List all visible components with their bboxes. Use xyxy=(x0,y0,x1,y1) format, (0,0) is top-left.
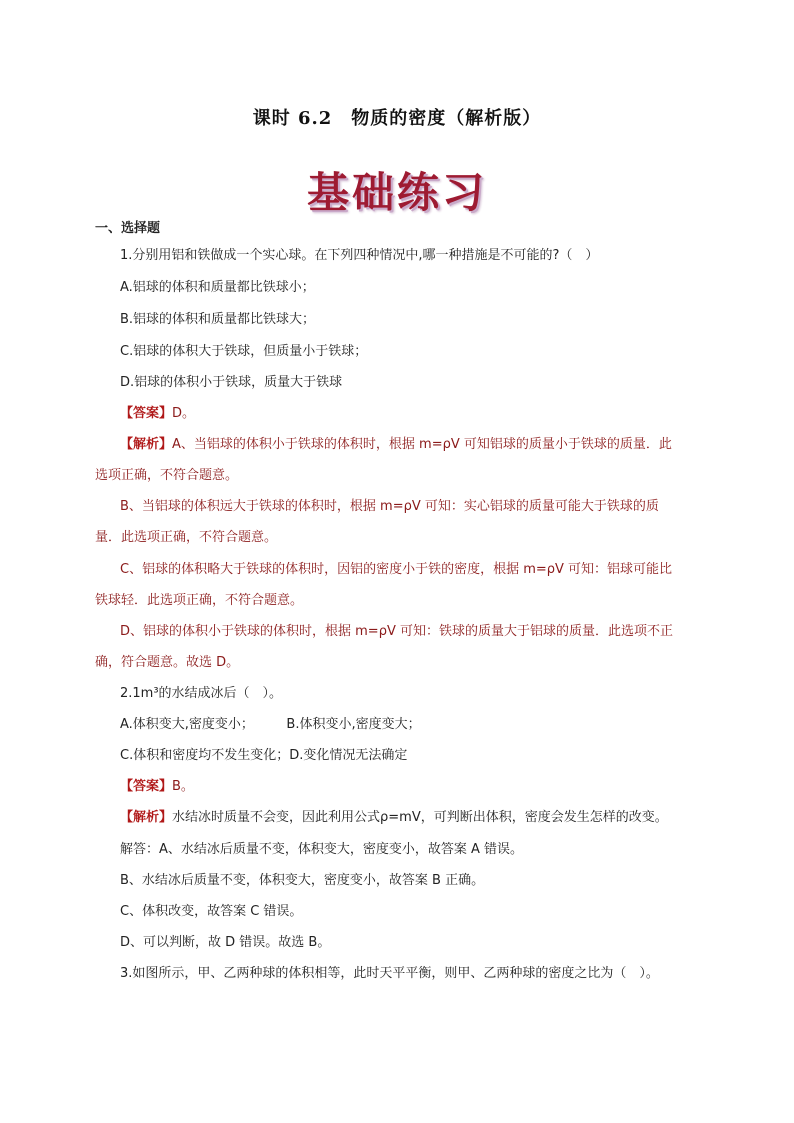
answer-tag: 【答案】 xyxy=(120,779,173,794)
q2-solution-3: C、体积改变，故答案 C 错误。 xyxy=(120,904,303,919)
answer-tag: 【答案】 xyxy=(120,406,173,421)
answer-value: D。 xyxy=(172,406,196,421)
q2-solution-1: 解答：A、水结冰后质量不变，体积变大，密度变小，故答案 A 错误。 xyxy=(120,842,524,857)
basic-practice-banner: 基础练习 xyxy=(306,168,487,217)
analysis-tag: 【解析】 xyxy=(120,810,173,825)
q2-options-cd: C.体积和密度均不发生变化；D.变化情况无法确定 xyxy=(120,748,408,763)
q1-option-c: C.铝球的体积大于铁球，但质量小于铁球； xyxy=(120,344,368,359)
analysis-tag: 【解析】 xyxy=(120,437,173,452)
q2-analysis xyxy=(120,809,668,827)
q1-analysis-c-cont: 铁球轻．此选项正确，不符合题意。 xyxy=(95,593,304,608)
q1-analysis-d: D、铝球的体积小于铁球的体积时，根据 m=ρV 可知：铁球的质量大于铝球的质量．此选项不正 xyxy=(120,624,673,639)
q2-solution-2: B、水结冰后质量不变，体积变大，密度变小，故答案 B 正确。 xyxy=(120,873,485,888)
document-title: 课时 6.2 物质的密度（解析版） xyxy=(252,108,542,129)
answer-value: B。 xyxy=(172,779,194,794)
q1-option-a: A.铝球的体积和质量都比铁球小； xyxy=(120,280,315,295)
q1-analysis-b: B、当铝球的体积远大于铁球的体积时，根据 m=ρV 可知：实心铝球的质量可能大于铁球的质 xyxy=(120,499,659,514)
analysis-text: 水结冰时质量不会变，因此利用公式ρ=mV，可判断出体积，密度会发生怎样的改变。 xyxy=(172,810,668,825)
q1-analysis-b-cont: 量．此选项正确，不符合题意。 xyxy=(95,530,278,545)
q2-solution-4: D、可以判断，故 D 错误。故选 B。 xyxy=(120,935,331,950)
q1-analysis-a xyxy=(120,436,672,454)
q1-answer xyxy=(120,405,195,423)
section-heading: 一、选择题 xyxy=(95,221,161,236)
q2-options-ab: A.体积变大,密度变小； B.体积变小,密度变大； xyxy=(120,717,421,732)
q2-answer xyxy=(120,778,194,796)
q2-stem: 2.1m³的水结成冰后（ ）。 xyxy=(120,686,283,701)
q1-analysis-c: C、铝球的体积略大于铁球的体积时，因铝的密度小于铁的密度，根据 m=ρV 可知：铝球可能比 xyxy=(120,562,673,577)
q1-option-d: D.铝球的体积小于铁球，质量大于铁球 xyxy=(120,375,343,390)
q1-stem: 1.分别用铝和铁做成一个实心球。在下列四种情况中,哪一种措施是不可能的?（ ） xyxy=(120,248,599,263)
analysis-text: A、当铝球的体积小于铁球的体积时，根据 m=ρV 可知铝球的质量小于铁球的质量．此 xyxy=(172,437,672,452)
q3-stem: 3.如图所示，甲、乙两种球的体积相等，此时天平平衡，则甲、乙两种球的密度之比为（ ）。 xyxy=(120,966,659,981)
q1-analysis-a-cont: 选项正确，不符合题意。 xyxy=(95,468,239,483)
q1-option-b: B.铝球的体积和质量都比铁球大； xyxy=(120,312,316,327)
q1-analysis-d-cont: 确，符合题意。故选 D。 xyxy=(95,655,240,670)
